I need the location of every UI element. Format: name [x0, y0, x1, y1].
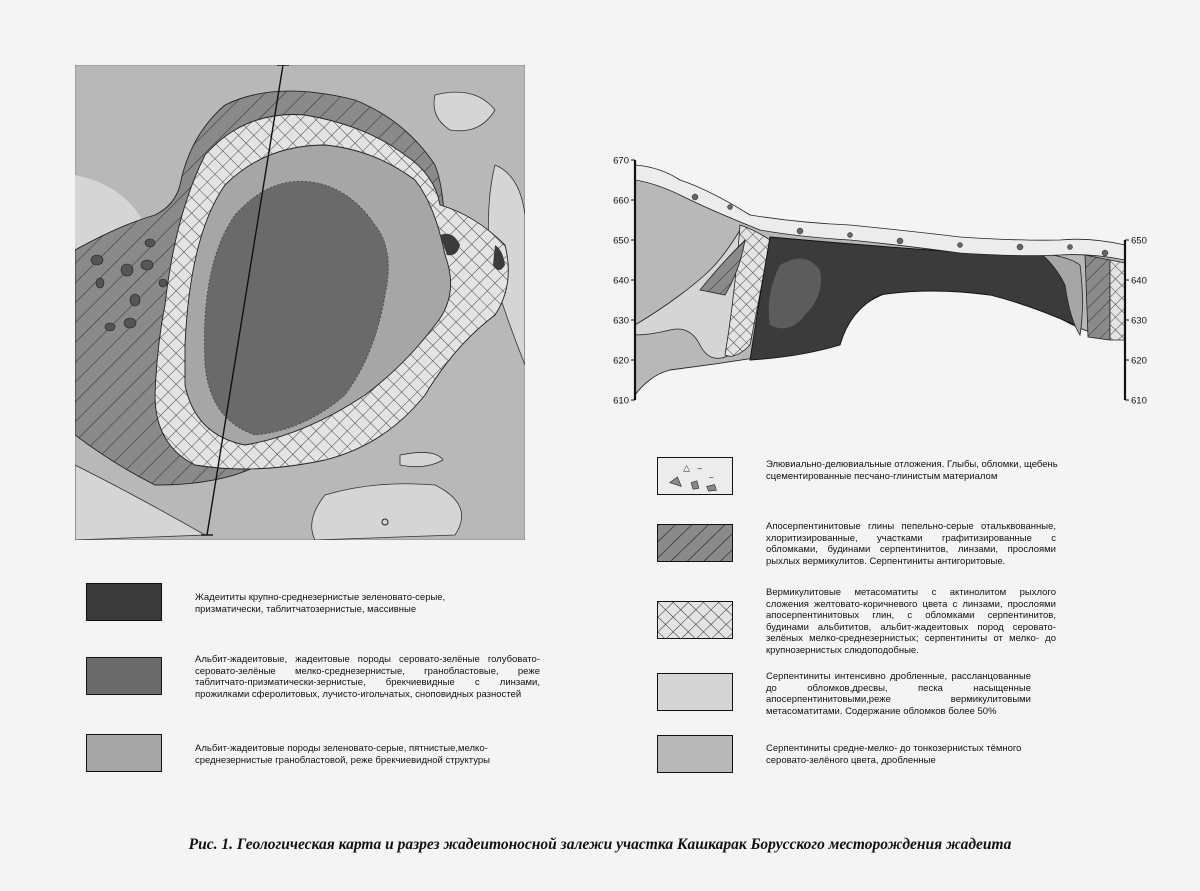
axis-tick-label: 650	[1131, 235, 1147, 247]
right-axis-ticks	[1125, 236, 1147, 407]
axis-tick-label: 610	[613, 395, 629, 407]
axis-tick-label: 660	[613, 195, 629, 207]
svg-text:△: △	[683, 462, 691, 473]
legend-text-albite-jadeite-dark: Альбит-жадеитовые, жадеитовые породы серовато-зелёные голубовато-серовато-зелёные мелко-среднезернистые, гранобластовые, реже таблитчато-призматически-зернистые, брекчиевидные с линзами, прожилками сферолитовых, лучисто-игольчатых, сноповидных разностей	[195, 654, 540, 700]
legend-swatch-serpentinite-crushed	[657, 673, 733, 711]
legend-text-serpentinite: Серпентиниты средне-мелко- до тонкозернистых тёмного серовато-зелёного цвета, дробленные	[766, 743, 1022, 766]
geological-map	[75, 65, 525, 540]
geological-cross-section	[600, 145, 1160, 415]
legend-swatch-jadeitite	[86, 583, 162, 621]
legend-swatch-eluvial	[657, 457, 733, 495]
legend-text-vermiculite: Вермикулитовые метасоматиты с актинолитом рыхлого сложения желтовато-коричневого цвета с линзами, прослоями апосерпентинитовых глин, с обломками серпентинитов, будинами альбититов, альбит-жадеитовых пород серовато-зелёных мелко-среднезернистых; серпентиниты от мелко- до крупнозернистых слюдоподобные.	[766, 587, 1056, 656]
axis-tick-label: 630	[1131, 315, 1147, 327]
cross-section-svg	[600, 145, 1160, 415]
svg-text:~: ~	[708, 472, 714, 483]
legend-text-eluvial: Элювиально-делювиальные отложения. Глыбы, обломки, щебень сцементированные песчано-глинистым материалом	[766, 459, 1058, 482]
axis-tick-label: 620	[1131, 355, 1147, 367]
axis-tick-label: 670	[613, 155, 629, 167]
axis-tick-label: 650	[613, 235, 629, 247]
axis-tick-label: 640	[1131, 275, 1147, 287]
legend-swatch-apo-clay	[657, 524, 733, 562]
legend-swatch-vermiculite	[657, 601, 733, 639]
left-axis-ticks	[613, 156, 635, 407]
legend-swatch-albite-jadeite-dark	[86, 657, 162, 695]
legend-swatch-albite-jadeite-light	[86, 734, 162, 772]
legend-text-serpentinite-crushed: Серпентиниты интенсивно дробленные, рассланцованные до обломков,дресвы, песка насыщенные апосерпентинитовыми,реже вермикулитовыми метасоматитами. Содержание обломков более 50%	[766, 671, 1031, 717]
axis-tick-label: 610	[1131, 395, 1147, 407]
axis-tick-label: 640	[613, 275, 629, 287]
legend-text-albite-jadeite-light: Альбит-жадеитовые породы зеленовато-серые, пятнистые,мелко-среднезернистые гранобластовой, реже брекчиевидной структуры	[195, 743, 491, 766]
geological-map-svg	[75, 65, 525, 540]
legend-text-jadeitite: Жадеититы крупно-среднезернистые зеленовато-серые, призматически, таблитчатозернистые, массивные	[195, 592, 446, 615]
legend-swatch-serpentinite	[657, 735, 733, 773]
svg-text:~: ~	[696, 463, 703, 474]
axis-tick-label: 630	[613, 315, 629, 327]
legend-text-apo-clay: Апосерпентинитовые глины пепельно-серые отальквованные, хлоритизированные, участками графитизированные с обломками, будинами серпентинитов, линзами, прослоями рыхлых вермикулитов. Серпентиниты антигоритовые.	[766, 521, 1056, 567]
figure-caption: Рис. 1. Геологическая карта и разрез жадеитоносной залежи участка Кашкарак Борусского месторождения жадеита	[188, 836, 1012, 853]
axis-tick-label: 620	[613, 355, 629, 367]
